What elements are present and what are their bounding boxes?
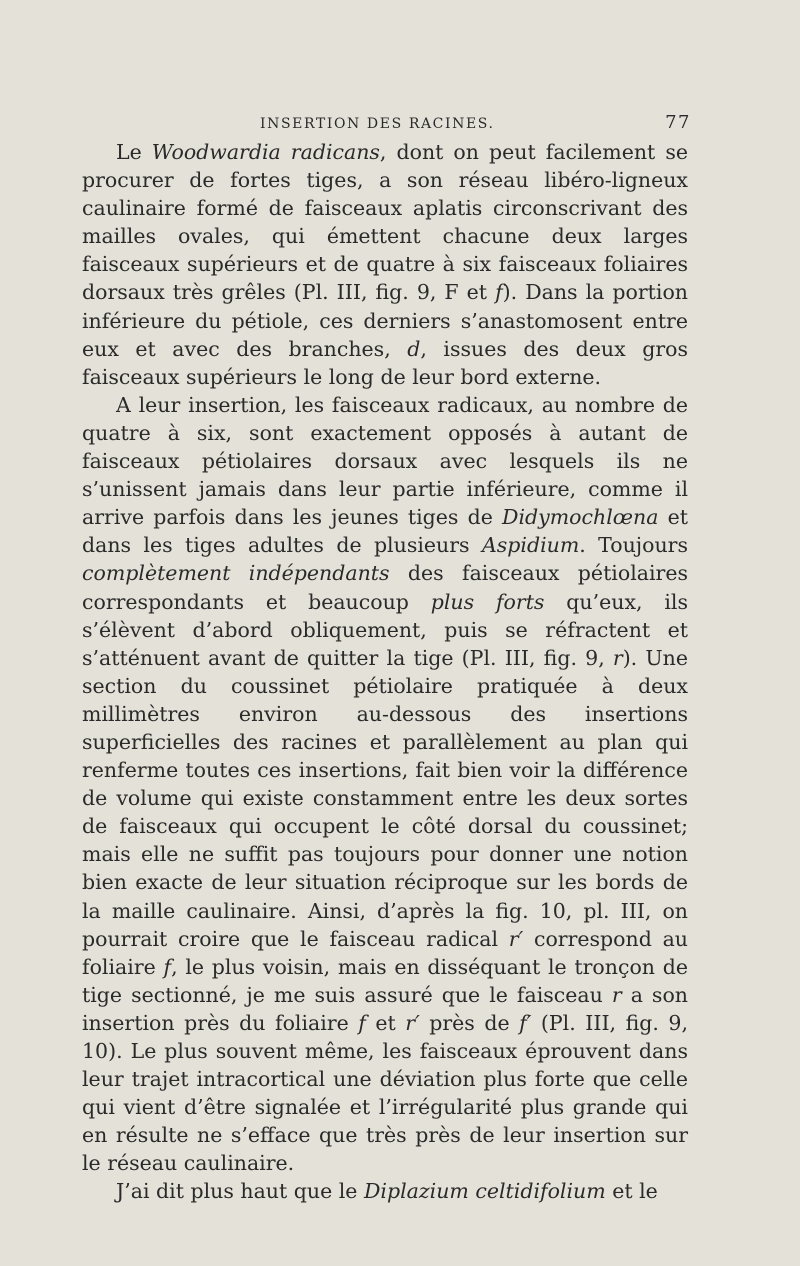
text-run: des faisceaux pétiolaires correspondants et beaucoup (82, 561, 688, 614)
paragraph (82, 391, 688, 1178)
italic-text: r (612, 645, 623, 670)
italic-text: Woodwardia radicans (151, 140, 380, 164)
text-run: . Toujours (579, 533, 688, 558)
italic-text: complètement indépendants (82, 561, 390, 586)
text-run: J’ai dit plus haut que le (116, 1179, 364, 1204)
text-run: , dont on peut facilement se procurer de fortes tiges, a son réseau libéro-ligneux caulinaire formé de faisceaux aplatis circonscrivant des mailles ovales, qui émettent chacune deux larges faisceaux supérieurs et de quatre à six faisceaux foliaires dorsaux très grêles (Pl. III, fig. 9, F et (82, 140, 688, 305)
text-run: et dans les tiges adultes de plusieurs (82, 505, 688, 558)
text-run: ). Dans la portion inférieure du pétiole, ces derniers s’anastomosent entre eux et avec des branches, (82, 280, 688, 361)
page-number: 77 (665, 112, 691, 133)
italic-text: f (495, 280, 503, 305)
italic-text: plus forts (430, 589, 545, 614)
text-run: et (365, 1010, 406, 1035)
text-run: et le (605, 1179, 658, 1204)
text-run: A leur insertion, les faisceaux radicaux, au nombre de quatre à six, sont exactement opposés à autant de faisceaux pétiolaires dorsaux avec lesquels ils ne s’unissent jamais dans leur partie inférieure, comme il arrive parfois dans les jeunes tiges de (82, 392, 688, 530)
italic-text: f′ (519, 1010, 532, 1035)
paragraph (82, 138, 688, 391)
text-run: qu’eux, ils s’élèvent d’abord obliquement, puis se réfractent et s’atténuent avant de quitter la tige (Pl. III, fig. 9, (82, 589, 688, 670)
italic-text: Diplazium celtidifolium (363, 1179, 606, 1204)
italic-text: Didymochlœna (502, 505, 659, 530)
running-title: INSERTION DES RACINES. (260, 116, 495, 132)
running-head (82, 112, 691, 134)
body-text (82, 138, 688, 1206)
text-run: correspond au foliaire (82, 926, 688, 979)
italic-text: f (163, 954, 172, 979)
text-run: , le plus voisin, mais en disséquant le tronçon de tige sectionné, je me suis assuré que le faisceau (82, 954, 688, 1007)
text-run: près de (419, 1010, 520, 1035)
italic-text: f (358, 1010, 366, 1035)
italic-text: d (407, 336, 421, 361)
italic-text: r′ (508, 926, 524, 951)
text-run: Le (116, 140, 152, 164)
text-run: , issues des deux gros faisceaux supérieurs le long de leur bord externe. (82, 336, 688, 389)
italic-text: Aspidium (481, 533, 580, 558)
text-run: a son insertion près du foliaire (82, 982, 688, 1035)
italic-text: r′ (405, 1010, 420, 1035)
text-run: (Pl. III, fig. 9, 10). Le plus souvent même, les faisceaux éprouvent dans leur trajet intracortical une déviation plus forte que celle qui vient d’être signalée et l’irrégularité plus grande qui en résulte ne s’efface que très près de leur insertion sur le réseau caulinaire. (82, 1010, 688, 1176)
italic-text: r (611, 982, 622, 1007)
text-run: ). Une section du coussinet pétiolaire pratiquée à deux millimètres environ au-dessous des insertions superficielles des racines et parallèlement au plan qui renferme toutes ces insertions, fait bien voir la différence de volume qui existe constamment entre les deux sortes de faisceaux qui occupent le côté dorsal du coussinet; mais elle ne suffit pas toujours pour donner une notion bien exacte de leur situation réciproque sur les bords de la maille caulinaire. Ainsi, d’après la fig. 10, pl. III, on pourrait croire que le faisceau radical (82, 645, 688, 951)
paragraph (82, 1177, 688, 1205)
